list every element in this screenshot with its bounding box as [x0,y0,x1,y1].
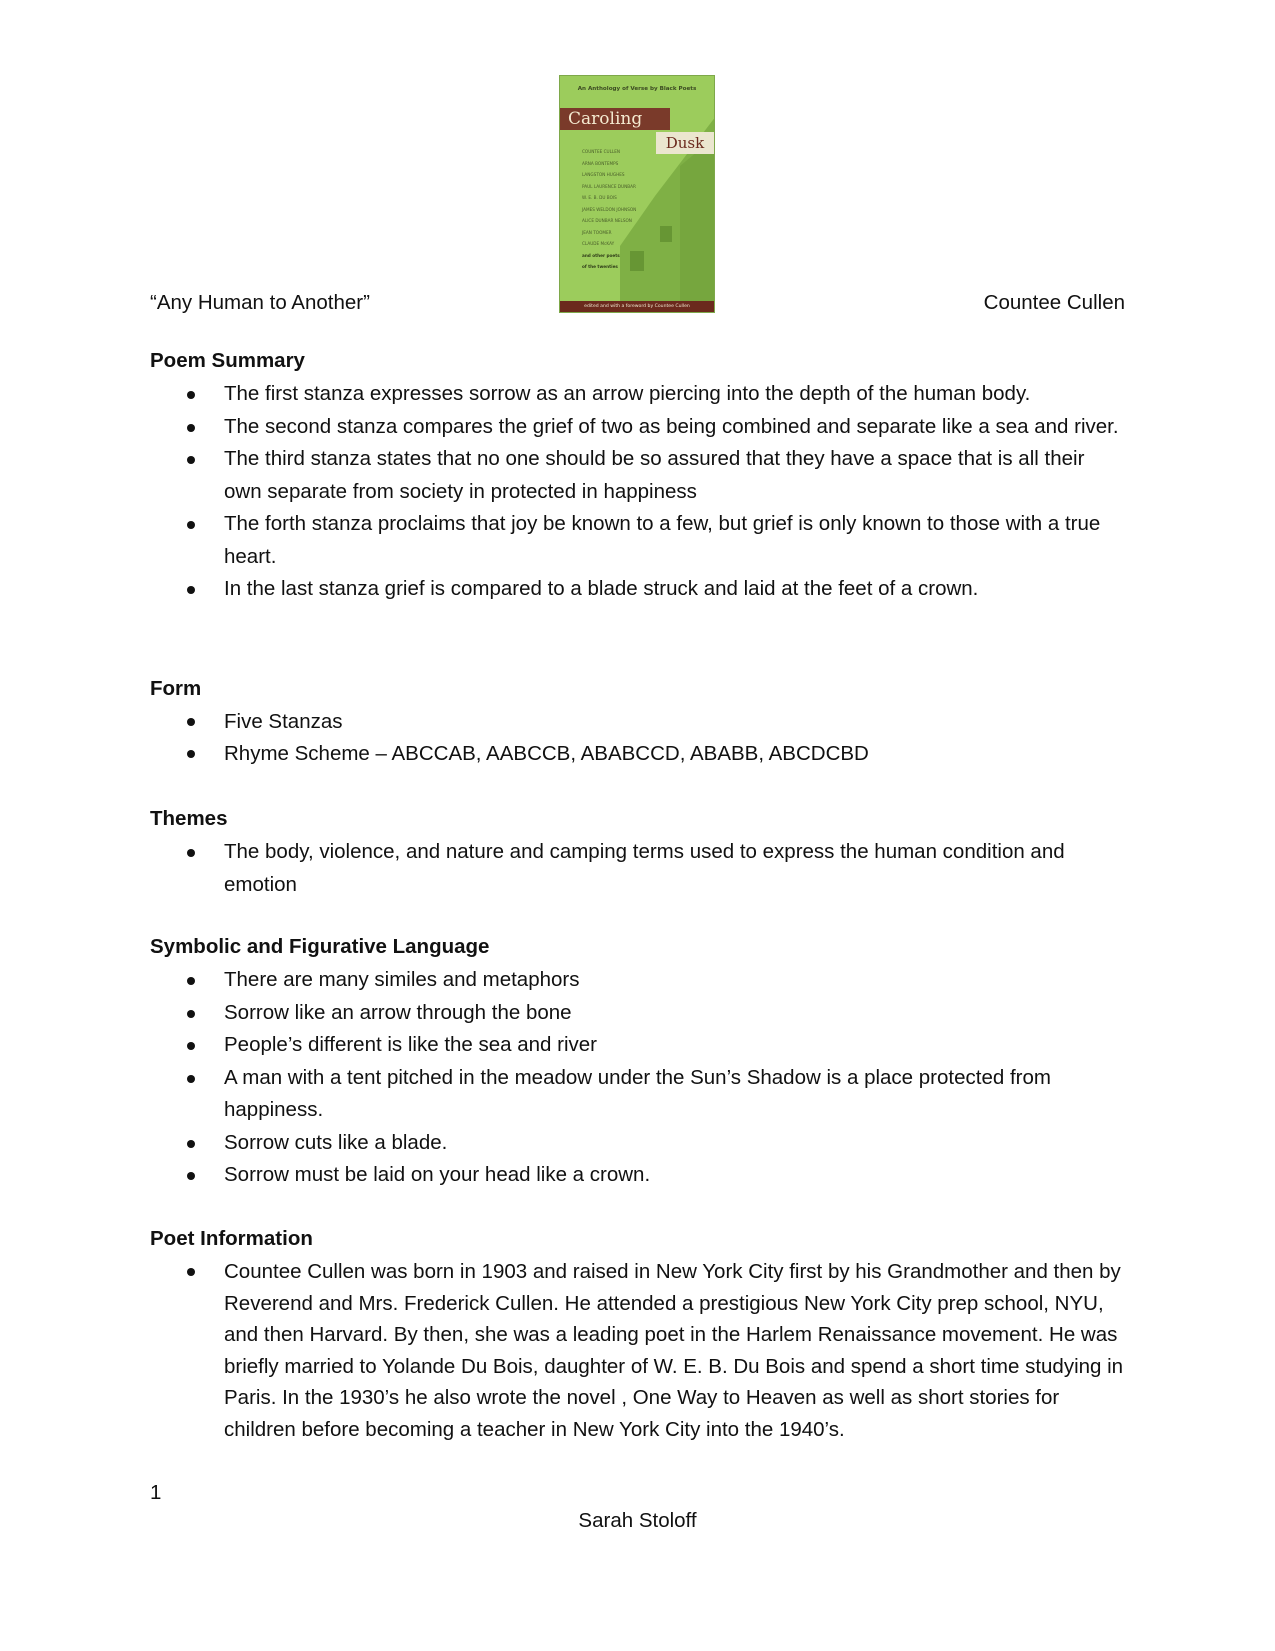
list-item [150,836,1125,901]
list-item-text: People’s different is like the sea and river [224,1033,598,1056]
list-item [150,573,1125,606]
book-cover-image [559,75,715,313]
list-item [150,1256,1125,1445]
bullet-icon [187,1140,195,1148]
cover-editor-credit: edited and with a foreword by Countee Cullen [560,301,714,312]
poem-title: “Any Human to Another” [150,291,370,314]
list-item-text: The first stanza expresses sorrow as an arrow piercing into the depth of the human body. [224,382,1031,405]
page-number: 1 [150,1481,162,1504]
list-item [150,378,1125,411]
list-item-text: A man with a tent pitched in the meadow under the Sun’s Shadow is a place protected from happiness. [224,1065,1051,1121]
bullet-icon [187,849,195,857]
bullet-icon [187,456,195,464]
list-item-text: Rhyme Scheme – ABCCAB, AABCCB, ABABCCD, ABABB, ABCDCBD [224,741,869,765]
list-item [150,1029,1125,1062]
cover-poet-name: JAMES WELDON JOHNSON [582,206,637,212]
list-item-text: There are many similes and metaphors [224,968,580,991]
bullet-icon [187,521,195,529]
list-item [150,706,1125,738]
list-item-text: The second stanza compares the grief of two as being combined and separate like a sea and river. [224,414,1119,438]
bullet-icon [187,977,195,985]
list-item [150,411,1125,444]
cover-poet-name: ALICE DUNBAR NELSON [582,218,632,223]
section-heading-poet-info: Poet Information [150,1227,313,1250]
list-item [150,1062,1125,1127]
cover-title-line1: Caroling [560,108,670,130]
poet-name: Countee Cullen [983,291,1125,314]
cover-poet-name: and other poets [582,252,620,258]
themes-list [150,836,1125,901]
section-heading-figurative: Symbolic and Figurative Language [150,935,490,958]
summary-list [150,378,1125,606]
list-item-text: The third stanza states that no one should be so assured that they have a space that is all their own separate from society in protected in happiness [224,447,1085,503]
bullet-icon [187,424,195,432]
title-row [150,290,1125,316]
bullet-icon [187,586,195,594]
list-item [150,738,1125,770]
list-item-text: In the last stanza grief is compared to a blade struck and laid at the feet of a crown. [224,577,979,600]
cover-title-line2: Dusk [656,132,714,154]
list-item-text: Sorrow like an arrow through the bone [224,1000,572,1024]
bullet-icon [187,1172,195,1180]
list-item [150,997,1125,1030]
cover-subtitle: An Anthology of Verse by Black Poets [577,86,697,92]
cover-poet-name: ARNA BONTEMPS [582,160,619,166]
list-item-text: Sorrow cuts like a blade. [224,1130,448,1154]
section-heading-form: Form [150,677,202,700]
cover-poet-name: COUNTEE CULLEN [582,149,621,154]
bullet-icon [187,750,195,758]
list-item [150,964,1125,997]
footer-author: Sarah Stoloff [578,1509,697,1532]
cover-poet-name: JEAN TOOMER [582,229,612,235]
cover-poet-name: PAUL LAURENCE DUNBAR [582,183,636,189]
list-item-text: Five Stanzas [224,710,343,733]
section-heading-themes: Themes [150,807,228,830]
list-item [150,443,1125,508]
form-list [150,706,1125,769]
list-item [150,508,1125,573]
figurative-list [150,964,1125,1192]
bullet-icon [187,718,195,726]
cover-poet-name: CLAUDE McKAY [582,241,615,246]
bullet-icon [187,1268,195,1276]
cover-poet-name: LANGSTON HUGHES [582,172,625,177]
poet-info-list [150,1256,1125,1445]
list-item [150,1127,1125,1160]
list-item [150,1159,1125,1192]
bullet-icon [187,1075,195,1083]
cover-poet-list [582,146,672,273]
bullet-icon [187,1010,195,1018]
cover-poet-name: of the twenties [582,264,618,269]
cover-poet-name: W. E. B. DU BOIS [582,195,617,200]
list-item-text: The body, violence, and nature and camping terms used to express the human condition and emotion [224,840,1065,896]
list-item-text: Sorrow must be laid on your head like a crown. [224,1163,651,1186]
list-item-text: Countee Cullen was born in 1903 and raised in New York City first by his Grandmother and then by Reverend and Mrs. Frederick Cullen. He attended a prestigious New York City prep school, NYU, and then Harvard. By then, she was a leading poet in the Harlem Renaissance movement. He was briefly married to Yolande Du Bois, daughter of W. E. B. Du Bois and spend a short time studying in Paris. In the 1930’s he also wrote the novel , One Way to Heaven as well as short stories for children before becoming a teacher in New York City into the 1940’s. [224,1260,1124,1441]
bullet-icon [187,1042,195,1050]
bullet-icon [187,391,195,399]
list-item-text: The forth stanza proclaims that joy be known to a few, but grief is only known to those with a true heart. [224,512,1101,568]
section-heading-summary: Poem Summary [150,349,305,372]
